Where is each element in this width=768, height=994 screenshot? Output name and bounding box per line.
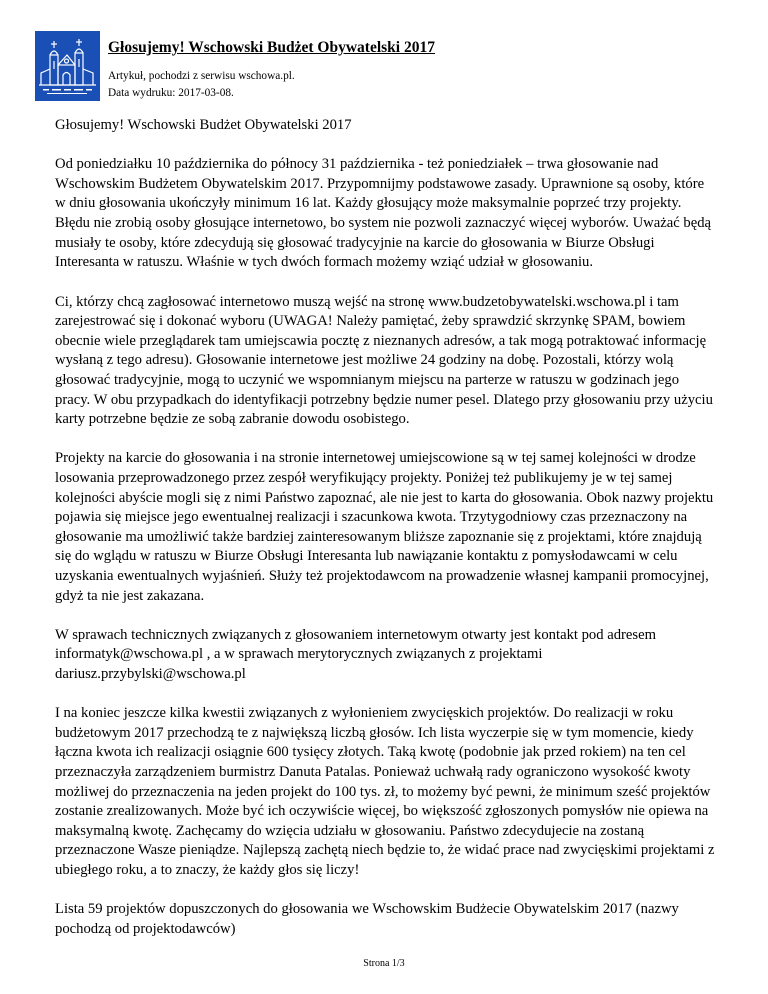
article-body xyxy=(55,116,715,959)
article-paragraph: Od poniedziałku 10 października do północy 31 października - też poniedziałek – trwa głosowanie nad Wschowskim Budżetem Obywatelskim 2017. Przypomnijmy podstawowe zasady. Uprawnione są osoby, które w dniu głosowania ukończyły minimum 16 lat. Każdy głosujący może maksymalnie poprzeć trzy projekty. Błędu nie zrobią osoby głosujące internetowo, bo system nie pozwoli zaznaczyć więcej wyborów. Uważać będą musiały te osoby, które zdecydują się głosować tradycyjnie na karcie do głosowania w Biurze Obsługi Interesanta w ratuszu. Właśnie w tych dwóch formach możemy wziąć udział w głosowaniu. xyxy=(55,156,712,271)
article-title: Głosujemy! Wschowski Budżet Obywatelski 2017 xyxy=(55,117,352,133)
document-header xyxy=(35,31,735,101)
article-paragraph: Lista 59 projektów dopuszczonych do głosowania we Wschowskim Budżecie Obywatelskim 2017 (nazwy pochodzą od projektodawców) xyxy=(55,901,679,937)
source-line: Artykuł, pochodzi z serwisu wschowa.pl. xyxy=(108,70,295,82)
article-paragraph: Ci, którzy chcą zagłosować internetowo muszą wejść na stronę www.budzetobywatelski.wschowa.pl i tam zarejestrować się i dokonać wyboru (UWAGA! Należy pamiętać, żeby sprawdzić skrzynkę SPAM, bowiem obecnie wiele przeglądarek tam umiejscawia pocztę z nieznanych adresów, a tak mogą potraktować informację wysłaną z tego adresu). Głosowanie internetowe jest możliwe 24 godziny na dobę. Pozostali, którzy wolą głosować tradycyjnie, mogą to uczynić we wspomnianym miejscu na parterze w ratuszu w godzinach jego pracy. W obu przypadkach do identyfikacji potrzebny będzie numer pesel. Dlatego przy głosowaniu przy użyciu karty potrzebne będzie ze sobą zabranie dowodu osobistego. xyxy=(55,293,713,428)
church-towers-logo-icon xyxy=(35,31,100,101)
header-title[interactable]: Głosujemy! Wschowski Budżet Obywatelski 2017 xyxy=(108,39,435,56)
article-paragraph: Projekty na karcie do głosowania i na stronie internetowej umiejscowione są w tej samej kolejności w drodze losowania przeprowadzonego przez zespół weryfikujący projekty. Poniżej też publikujemy je w tej samej kolejności abyście mogli się z nimi Państwo zapoznać, ale nie jest to karta do głosowania. Obok nazwy projektu pojawia się miejsce jego ewentualnej realizacji i szacunkowa kwota. Trzytygodniowy czas przeznaczony na głosowanie ma umożliwić także bardziej zainteresowanym bliższe zapoznanie się z projektami, które znajdują się do wglądu w ratuszu w Biurze Obsługi Interesanta lub nawiązanie kontaktu z pomysłodawcami w celu uzyskania ewentualnych wyjaśnień. Służy też projektodawcom na prowadzenie własnej kampanii promocyjnej, gdyż ta nie jest zakazana. xyxy=(55,450,714,604)
header-meta xyxy=(108,68,295,102)
article-paragraph: I na koniec jeszcze kilka kwestii związanych z wyłonieniem zwycięskich projektów. Do realizacji w roku budżetowym 2017 przechodzą te z największą liczbą głosów. Ich lista wyczerpie się w tym momencie, kiedy łączna kwota ich realizacji osiągnie 600 tysięcy złotych. Taką kwotę (podobnie jak przed rokiem) na ten cel przeznaczyła zarządzeniem burmistrz Danuta Patalas. Ponieważ uchwałą rady ograniczono wysokość kwoty możliwej do przeznaczenia na jeden projekt do 100 tys. zł, to możemy być pewni, że minimum sześć projektów zostanie zrealizowanych. Może być ich oczywiście więcej, bo większość zgłoszonych pomysłów nie opiewa na maksymalną kwotę. Zachęcamy do wzięcia udziału w głosowaniu. Państwo zdecydujecie na zostaną przeznaczone Wasze pieniądze. Najlepszą zachętą niech będzie to, że widać prace nad zwycięskimi projektami z ubiegłego roku, a to znaczy, że każdy głos się liczy! xyxy=(55,705,715,879)
article-paragraph: W sprawach technicznych związanych z głosowaniem internetowym otwarty jest kontakt pod adresem informatyk@wschowa.pl , a w sprawach merytorycznych związanych z projektami dariusz.przybylski@wschowa.pl xyxy=(55,626,657,682)
print-date-line: Data wydruku: 2017-03-08. xyxy=(108,87,234,99)
page-number: Strona 1/3 xyxy=(363,958,405,969)
